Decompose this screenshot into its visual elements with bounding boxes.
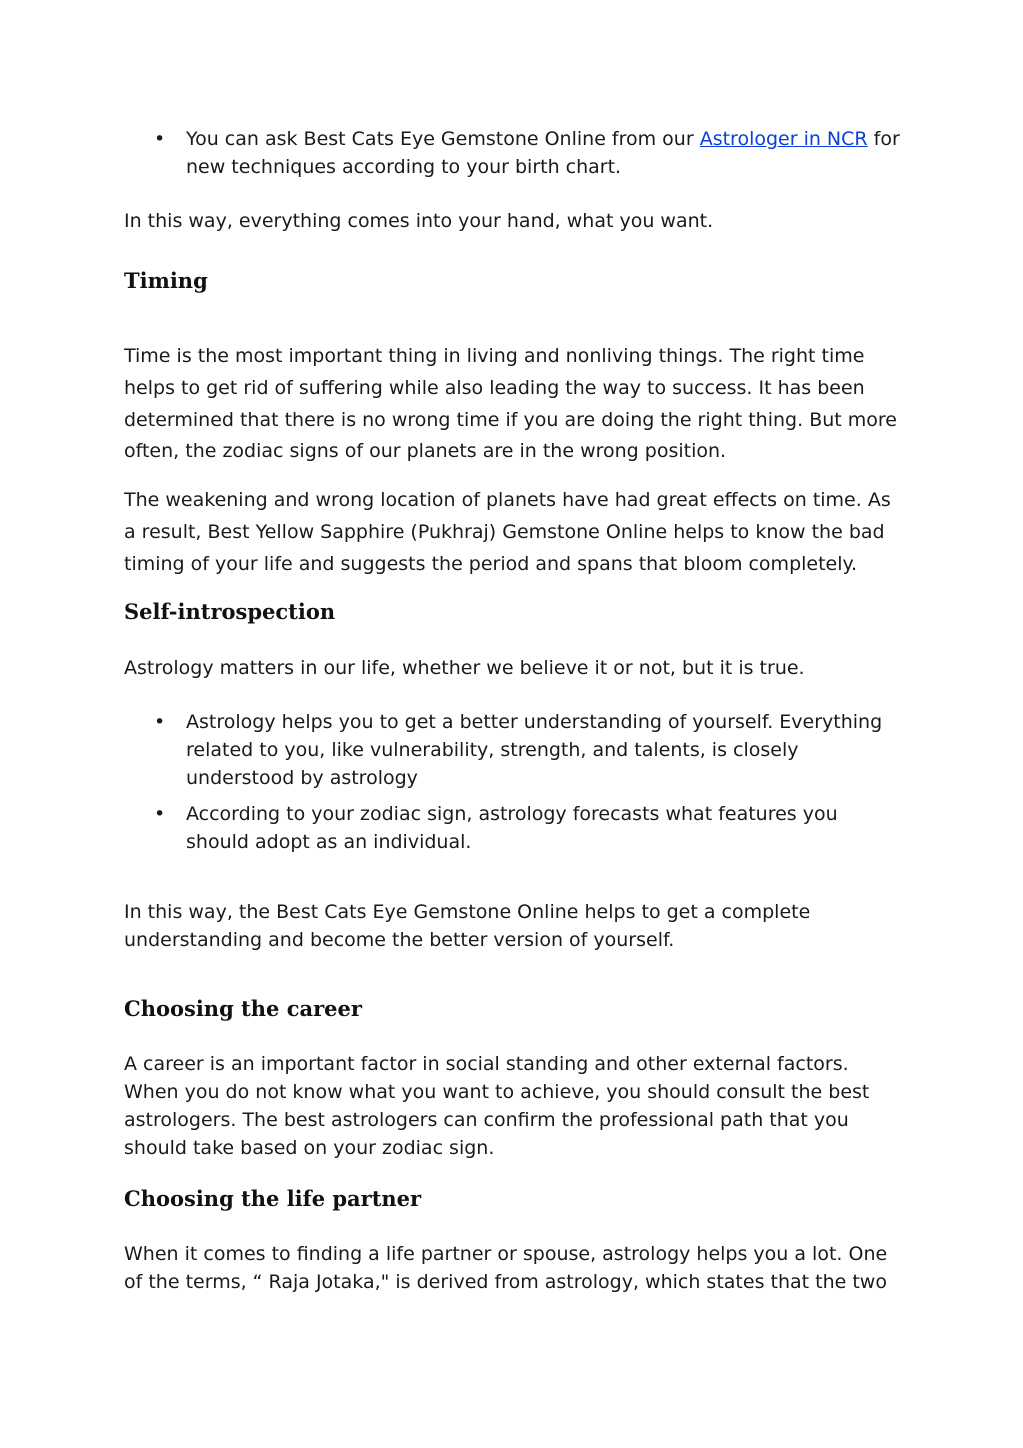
self-introspection-paragraph-1: Astrology matters in our life, whether we believe it or not, but it is true. — [124, 657, 805, 679]
list-item-text: According to your zodiac sign, astrology forecasts what features you should adopt as an individual. — [186, 803, 838, 853]
list-item-text — [186, 125, 902, 181]
intro-paragraph: In this way, everything comes into your hand, what you want. — [124, 210, 714, 232]
section-heading-career: Choosing the career — [124, 996, 362, 1021]
section-heading-timing: Timing — [124, 268, 208, 293]
bullet-icon: • — [154, 128, 166, 150]
timing-paragraph-1: Time is the most important thing in living and nonliving things. The right time helps to get rid of suffering while also leading the way to success. It has been determined that there is no wrong time if you are doing the right thing. But more often, the zodiac signs of our planets are in the wrong position. — [124, 345, 897, 463]
bullet-icon: • — [154, 711, 166, 733]
section-heading-self-introspection: Self-introspection — [124, 599, 336, 624]
life-partner-paragraph: When it comes to finding a life partner or spouse, astrology helps you a lot. One of the terms, “ Raja Jotaka," is derived from astrology, which states that the two — [124, 1243, 888, 1293]
self-introspection-paragraph-2: In this way, the Best Cats Eye Gemstone Online helps to get a complete understanding and become the better version of yourself. — [124, 901, 811, 951]
career-paragraph: A career is an important factor in social standing and other external factors. When you do not know what you want to achieve, you should consult the best astrologers. The best astrologers can confirm the professional path that you should take based on your zodiac sign. — [124, 1053, 870, 1159]
bullet-icon: • — [154, 803, 166, 825]
section-heading-life-partner: Choosing the life partner — [124, 1186, 422, 1211]
list-item-text: Astrology helps you to get a better understanding of yourself. Everything related to you, like vulnerability, strength, and talents, is closely understood by astrology — [186, 711, 883, 789]
timing-paragraph-2: The weakening and wrong location of planets have had great effects on time. As a result, Best Yellow Sapphire (Pukhraj) Gemstone Online helps to know the bad timing of your life and suggests the period and spans that bloom completely. — [124, 489, 891, 575]
list-item-text-after: for new techniques according to your birth chart. — [186, 128, 900, 178]
list-item-text-before: You can ask Best Cats Eye Gemstone Online from our — [186, 128, 700, 150]
astrologer-in-ncr-link[interactable]: Astrologer in NCR — [699, 128, 868, 150]
